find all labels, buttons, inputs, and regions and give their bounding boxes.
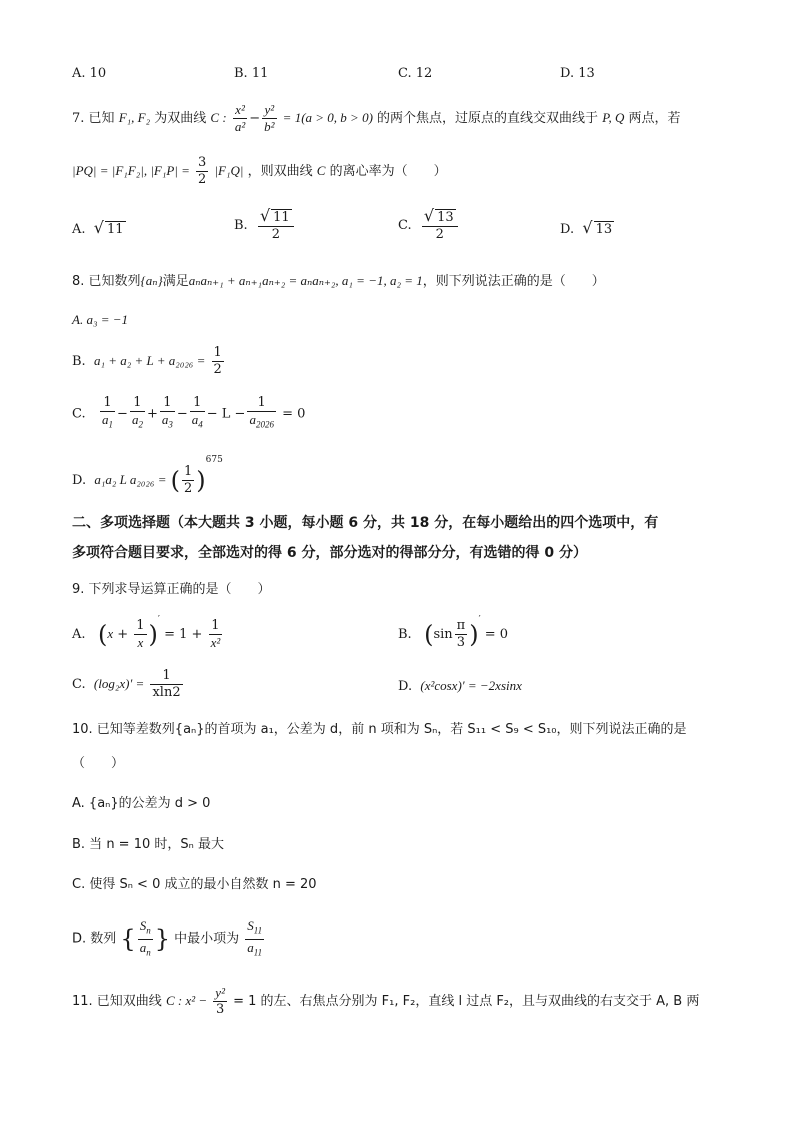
q7-frac-x2a2: $\frac{\text{x²}}{\text{a²}}$ [234,102,246,134]
q6-option-c: C. 12 [398,66,433,81]
q8-option-b: B. a₁ + a₂ + L + a₂₀₂₆ = $\frac{1}{2}$ [72,345,222,377]
q9-option-b: B. (sin $\frac{\pi}{3}$ )′ = 0 [398,615,509,650]
q8-option-a: A. a₃ = −1 [72,312,129,327]
section-2-line1: 二、多项选择题（本大题共 3 小题，每小题 6 分，共 18 分，在每小题给出的四个选项中，有 [72,515,659,531]
q10-stem-line2: （ ） [72,756,125,771]
q9-option-c: C. (log₂x)′ = $\frac{1}{xln2}$ [72,668,181,700]
q6-option-a: A. 10 [72,66,107,81]
section-2-line2: 多项符合题目要求，全部选对的得 6 分，部分选对的得部分分，有选错的得 0 分） [72,545,587,561]
q11-stem: 11. 已知双曲线 C : x² − $\frac{\text{y²}}{3}$ = 1 的左、右焦点分别为 F₁, F₂，直线 l 过点 F₂，且与双曲线的右支交于 A, B 两 [72,985,700,1017]
q7-stem-line1: 7. 已知 F₁, F₂ 为双曲线 C : $\frac{\text{x²}}{\text{a²}}$ − $\frac{\text{y²}}{\text{b²}}$ = 1(a > 0, b > 0) 的两个焦点，过原点的直线交双曲线于 P, Q 两点，若 [72,102,681,134]
q6-option-b: B. 11 [234,66,269,81]
q7-frac-3-2: $\frac{3}{2}$ [198,155,207,187]
q7-option-b: B. $\frac{√ 11}{2}$ [234,208,296,243]
q9-option-d: D. (x²cosx)′ = −2xsinx [398,678,522,694]
q7-number: 7. [72,111,85,126]
q8-option-c: C. $\frac{1}{a_1}$ − $\frac{1}{a_2}$ + $\frac{1}{a_3}$ − $\frac{1}{a_4}$ − L − $\frac{1}{a_{2026}}$ = 0 [72,395,306,430]
q10-option-a: A. {aₙ}的公差为 d > 0 [72,796,211,811]
q9-stem: 9. 下列求导运算正确的是（ ） [72,582,271,597]
q8-stem: 8. 已知数列{aₙ}满足aₙaₙ₊₁ + aₙ₊₁aₙ₊₂ = aₙaₙ₊₂, a₁ = −1, a₂ = 1，则下列说法正确的是（ ） [72,273,605,289]
q10-option-b: B. 当 n = 10 时，Sₙ 最大 [72,837,224,852]
q10-stem-line1: 10. 已知等差数列{aₙ}的首项为 a₁，公差为 d，前 n 项和为 Sₙ，若 S₁₁ < S₉ < S₁₀，则下列说法正确的是 [72,722,687,737]
q7-option-a: A. √ 11 [72,218,124,237]
q8-option-d: D. a₁a₂ L a₂₀₂₆ = ( $\frac{1}{2}$ )$^{675}$ [72,455,223,496]
q7-stem-line2: |PQ| = |F₁F₂|, |F₁P| = $\frac{3}{2}$ |F₁Q| ，则双曲线 C 的离心率为（ ） [72,155,447,187]
q7-frac-y2b2: $\frac{\text{y²}}{\text{b²}}$ [264,102,275,134]
q6-option-d: D. 13 [560,66,595,81]
q10-option-d: D. 数列 { $\frac{S_n}{a_n}$ } 中最小项为 $\frac{S_{11}}{a_{11}}$ [72,918,263,958]
q10-option-c: C. 使得 Sₙ < 0 成立的最小自然数 n = 20 [72,877,317,892]
section-2-header [72,508,722,568]
q7-option-c: C. $\frac{√ 13}{2}$ [398,208,460,243]
q7-option-d: D. √ 13 [560,218,613,237]
q9-option-a: A. (x + $\frac{1}{x}$ )′ = 1 + $\frac{1}{\text{x²}}$ [72,615,221,650]
